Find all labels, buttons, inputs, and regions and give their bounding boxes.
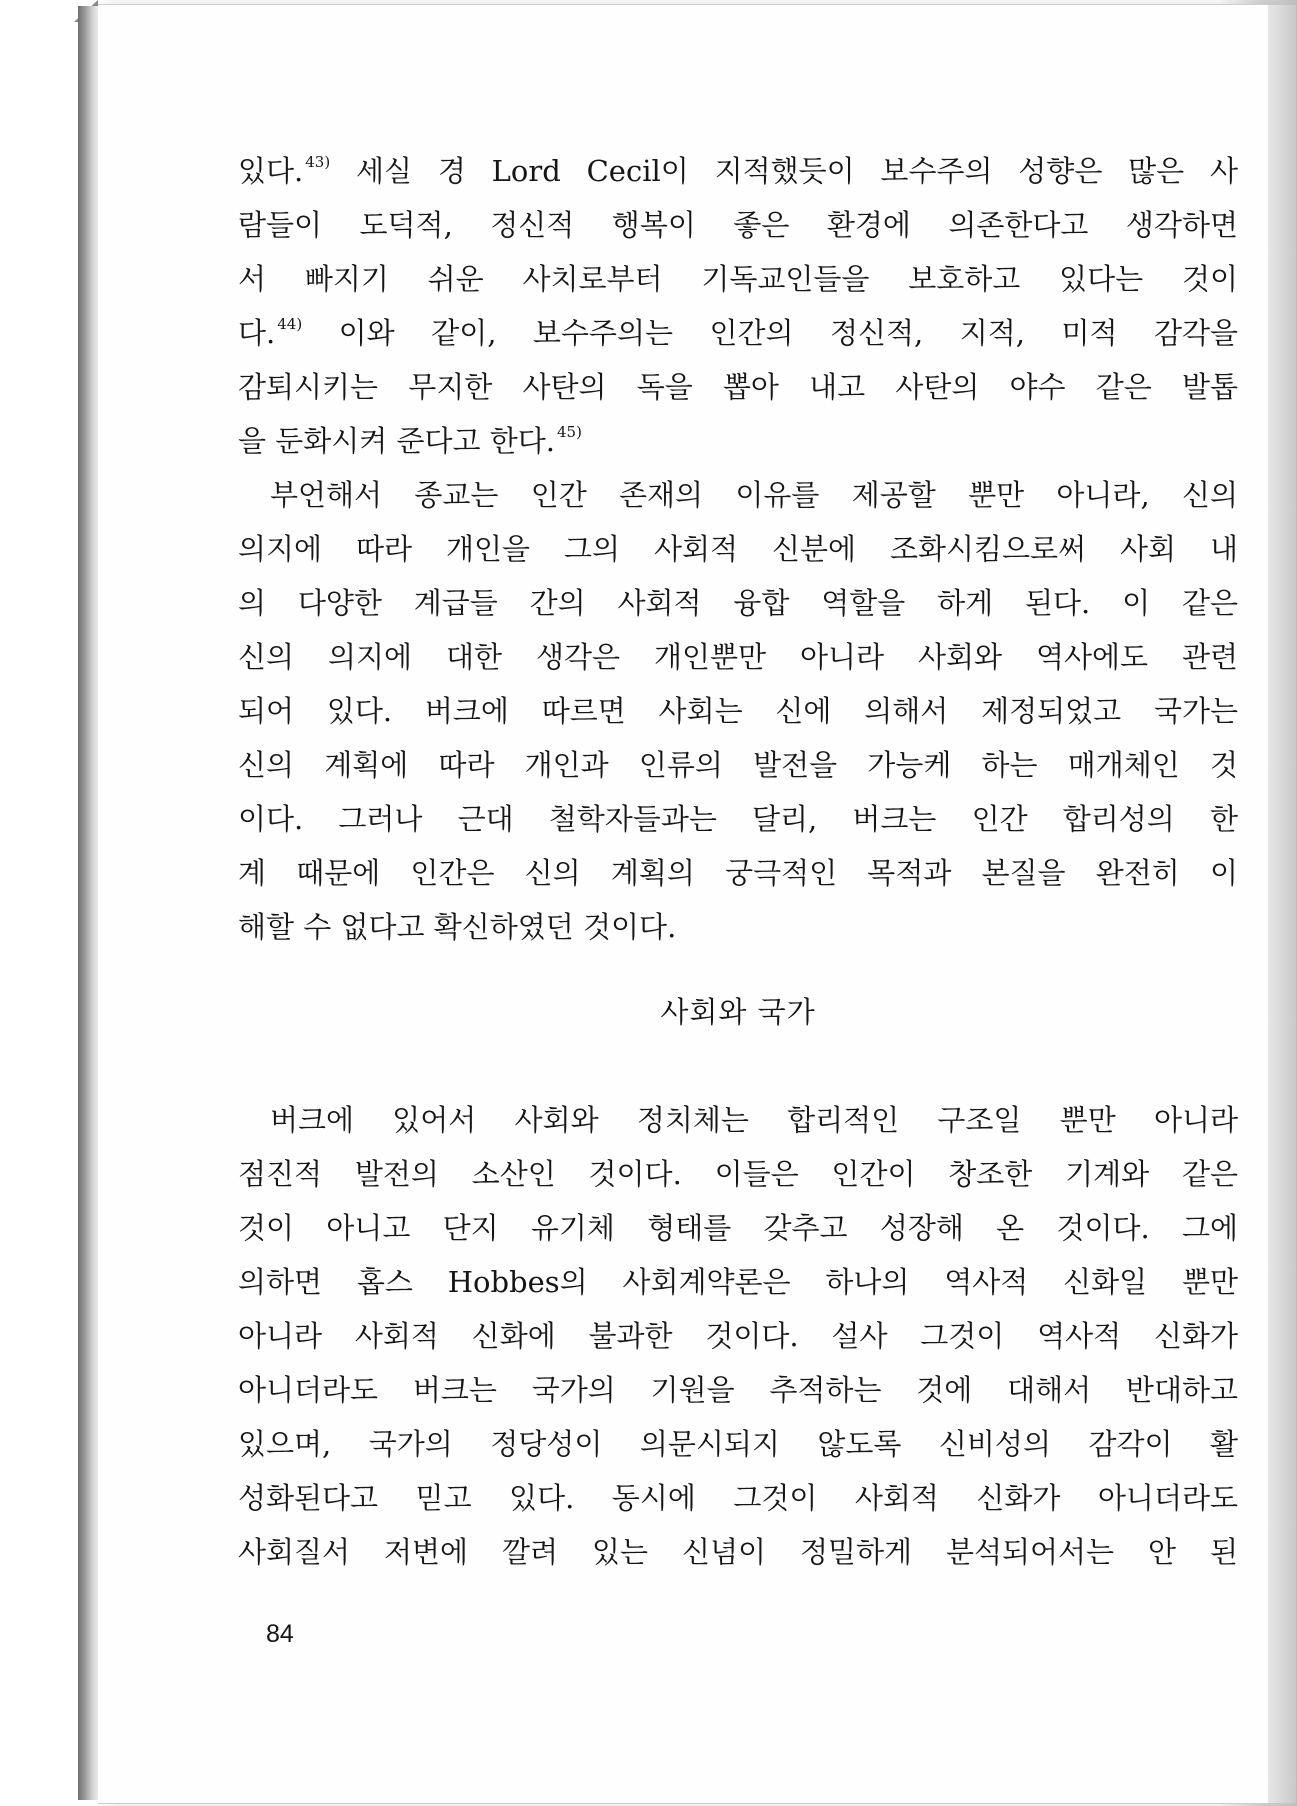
book-page (98, 4, 1268, 1804)
text-line: 이다. 그러나 근대 철학자들과는 달리, 버크는 인간 합리성의 한 (238, 802, 1238, 836)
text-line: 부언해서 종교는 인간 존재의 이유를 제공할 뿐만 아니라, 신의 (270, 478, 1238, 512)
text-line: 의하면 홉스 Hobbes의 사회계약론은 하나의 역사적 신화일 뿐만 (238, 1265, 1238, 1299)
text-line: 있으며, 국가의 정당성이 의문시되지 않도록 신비성의 감각이 활 (238, 1427, 1238, 1461)
text-line: 되어 있다. 버크에 따르면 사회는 신에 의해서 제정되었고 국가는 (238, 694, 1238, 728)
text-line: 계 때문에 인간은 신의 계획의 궁극적인 목적과 본질을 완전히 이 (238, 856, 1238, 890)
text-line: 버크에 있어서 사회와 정치체는 합리적인 구조일 뿐만 아니라 (270, 1103, 1238, 1137)
text-line: 다. $^{44)}$ 이와 같이, 보수주의는 인간의 정신적, 지적, 미적 감각을 (238, 315, 1238, 350)
text-line: 아니라 사회적 신화에 불과한 것이다. 설사 그것이 역사적 신화가 (238, 1319, 1238, 1353)
text-line: 점진적 발전의 소산인 것이다. 이들은 인간이 창조한 기계와 같은 (238, 1157, 1238, 1191)
text-line: 감퇴시키는 무지한 사탄의 독을 뽑아 내고 사탄의 야수 같은 발톱 (238, 370, 1238, 404)
text-line: 해할 수 없다고 확신하였던 것이다. (238, 910, 677, 944)
text-line: 성화된다고 믿고 있다. 동시에 그것이 사회적 신화가 아니더라도 (238, 1481, 1238, 1515)
text-line: 신의 의지에 대한 생각은 개인뿐만 아니라 사회와 역사에도 관련 (238, 640, 1238, 674)
page-stack-edge (78, 6, 98, 1800)
text-line: 것이 아니고 단지 유기체 형태를 갖추고 성장해 온 것이다. 그에 (238, 1211, 1238, 1245)
text-line: 을 둔화시켜 준다고 한다. $^{45)}$ (238, 423, 582, 458)
text-line: 신의 계획에 따라 개인과 인류의 발전을 가능케 하는 매개체인 것 (238, 748, 1238, 782)
page-number: 84 (266, 1620, 294, 1648)
text-line: 아니더라도 버크는 국가의 기원을 추적하는 것에 대해서 반대하고 (238, 1373, 1238, 1407)
text-line: 의 다양한 계급들 간의 사회적 융합 역할을 하게 된다. 이 같은 (238, 586, 1238, 620)
text-line: 서 빠지기 쉬운 사치로부터 기독교인들을 보호하고 있다는 것이 (238, 262, 1238, 296)
footnote-ref: 45) (557, 423, 582, 441)
section-heading: 사회와 국가 (660, 995, 816, 1029)
text-line: 있다. $^{43)}$ 세실 경 Lord Cecil이 지적했듯이 보수주의 성향은 많은 사 (238, 153, 1238, 188)
text-line: 사회질서 저변에 깔려 있는 신념이 정밀하게 분석되어서는 안 된 (238, 1535, 1238, 1569)
text-line: 람들이 도덕적, 정신적 행복이 좋은 환경에 의존한다고 생각하면 (238, 208, 1238, 242)
footnote-ref: 44) (277, 315, 303, 333)
text-line: 의지에 따라 개인을 그의 사회적 신분에 조화시킴으로써 사회 내 (238, 532, 1238, 566)
footnote-ref: 43) (305, 153, 331, 171)
